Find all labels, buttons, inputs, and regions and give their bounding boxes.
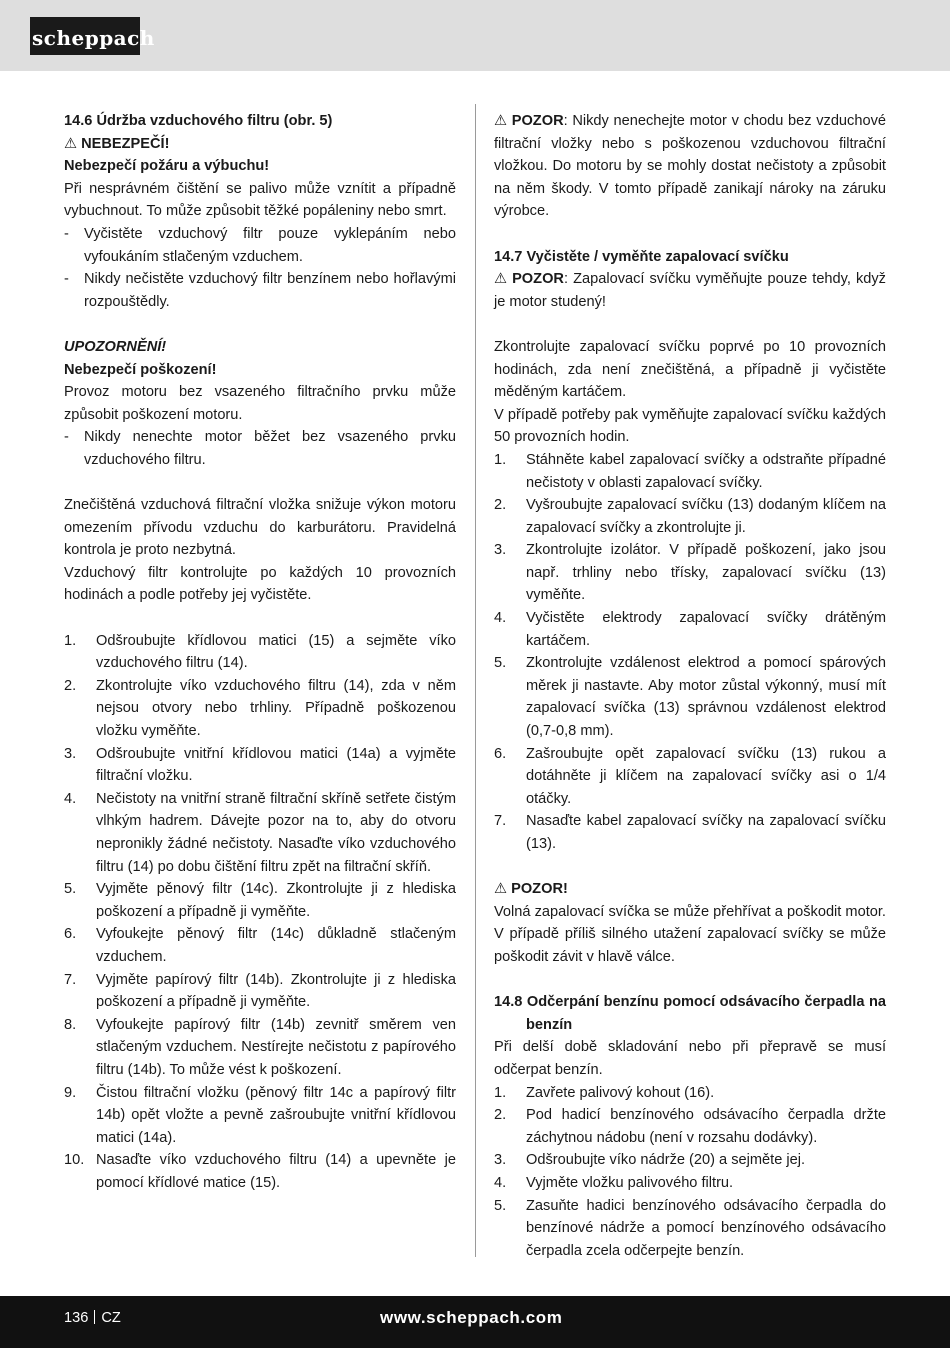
section-14-6-title: 14.6 Údržba vzduchového filtru (obr. 5) (64, 113, 333, 129)
pozor-heading: ⚠ POZOR! (494, 881, 568, 898)
list-item: 5. Zasuňte hadici benzínového odsávacího čerpadla do benzínové nádrže a pomocí benzínového odsávacího čerpadla zcela odčerpejte benzín. (494, 1197, 886, 1259)
column-divider (475, 104, 476, 1257)
scheppach-logo: scheppach (30, 17, 140, 55)
air-filter-steps (64, 630, 456, 1195)
list-item: 7. Vyjměte papírový filtr (14b). Zkontrolujte ji z hlediska poškození a případně ji vyměňte. (64, 971, 456, 1011)
list-item: - Nikdy nečistěte vzduchový filtr benzínem nebo hořlavými rozpouštědly. (64, 271, 456, 310)
list-item: 9. Čistou filtrační vložku (pěnový filtr 14c a papírový filtr 14b) opět vložte a pevně zašroubujte vnitřní křídlovou matici (14a). (64, 1084, 456, 1146)
warning-triangle-icon: ⚠ (64, 135, 78, 152)
section-14-7-title: 14.7 Vyčistěte / vyměňte zapalovací svíčku (494, 248, 789, 265)
list-item: 1. Odšroubujte křídlovou matici (15) a sejměte víko vzduchového filtru (14). (64, 632, 456, 672)
page-header (0, 0, 950, 71)
list-item: - Vyčistěte vzduchový filtr pouze vyklepáním nebo vyfoukáním stlačeným vzduchem. (64, 225, 456, 265)
list-item: 10. Nasaďte víko vzduchového filtru (14) a upevněte je pomocí křídlové matice (15). (64, 1152, 456, 1191)
section-14-8-title: 14.8 Odčerpání benzínu pomocí odsávacího čerpadla na benzín (494, 994, 886, 1033)
list-item: 4. Nečistoty na vnitřní straně filtrační skříně setřete čistým vlhkým hadrem. Dávejte pozor na to, aby do otvoru nepronikly žádné nečistoty. Nasaďte víko vzduchového filtru (14) po dobu čištění filtru zpět na filtrační skříň. (64, 790, 456, 875)
spark-paragraph-2: V případě potřeby pak vyměňujte zapalovací svíčku každých 50 provozních hodin. (494, 406, 886, 446)
page-number: 136 (64, 1310, 89, 1326)
danger-heading (64, 133, 456, 156)
page-number-label (64, 1310, 121, 1326)
list-item: 3. Odšroubujte víko nádrže (20) a sejměte jej. (494, 1152, 806, 1169)
website-url: www.scheppach.com (380, 1308, 563, 1327)
warning-triangle-icon: ⚠ (494, 113, 508, 129)
fuel-steps (494, 1082, 886, 1263)
list-item: 6. Vyfoukejte pěnový filtr (14c) důkladně stlačeným vzduchem. (64, 926, 456, 965)
list-item: 8. Vyfoukejte papírový filtr (14b) zevnitř směrem ven stlačeným vzduchem. Nestírejte nečistotu z papírového filtru (14b). To může vést k poškození. (64, 1016, 456, 1078)
warning-triangle-icon: ⚠ (494, 271, 509, 288)
right-column (494, 110, 886, 1262)
list-item: 4. Vyčistěte elektrody zapalovací svíčky drátěným kartáčem. (494, 610, 886, 649)
list-item: 3. Zkontrolujte izolátor. V případě poškození, jako jsou např. trhliny nebo třísky, zapalovací svíčku (13) vyměňte. (494, 542, 886, 604)
damage-text: Provoz motoru bez vsazeného filtračního prvku může způsobit poškození motoru. (64, 384, 456, 423)
list-item: 7. Nasaďte kabel zapalovací svíčky na zapalovací svíčku (13). (494, 813, 886, 852)
list-item: 2. Zkontrolujte víko vzduchového filtru (14), zda v něm nejsou otvory nebo trhliny. Případně poškozenou vložku vyměňte. (64, 677, 456, 740)
list-item: 2. Vyšroubujte zapalovací svíčku (13) dodaným klíčem na zapalovací svíčky a zkontrolujte ji. (494, 497, 886, 536)
list-item: 5. Vyjměte pěnový filtr (14c). Zkontrolujte ji z hlediska poškození a případně ji vyměňte. (64, 881, 456, 920)
list-item: 4. Vyjměte vložku palivového filtru. (494, 1174, 734, 1191)
pozor-loose-plug-text: Volná zapalovací svíčka se může přehřívat a poškodit motor. V případě příliš silného utažení zapalovací svíčky se může poškodit závit v hlavě válce. (494, 903, 886, 965)
list-item: 6. Zašroubujte opět zapalovací svíčku (13) rukou a dotáhněte ji klíčem na zapalovací svíčky asi o 1/4 otáčky. (494, 745, 886, 807)
list-item: 3. Odšroubujte vnitřní křídlovou matici (14a) a vyjměte filtrační vložku. (64, 745, 456, 785)
damage-heading: Nebezpečí poškození! (64, 361, 217, 378)
fire-text: Při nesprávném čištění se palivo může vznítit a případně vybuchnout. To může způsobit těžké popáleniny nebo smrt. (64, 180, 456, 220)
danger-label: NEBEZPEČÍ! (81, 135, 170, 152)
left-column (64, 110, 456, 1195)
list-item: 5. Zkontrolujte vzdálenost elektrod a pomocí spárových měrek ji nastavte. Aby motor zůstal výkonný, musí mít zapalovací svíčka (13) správnou vzdálenost elektrod (0,7-0,8 mm). (494, 655, 886, 740)
spark-plug-steps (494, 449, 886, 856)
page-footer (0, 1296, 950, 1348)
notice-label: UPOZORNĚNÍ! (64, 338, 167, 355)
footer-separator (94, 1310, 95, 1324)
fuel-intro-text: Při delší době skladování nebo při přepravě se musí odčerpat benzín. (494, 1039, 886, 1078)
list-item: 2. Pod hadicí benzínového odsávacího čerpadla držte záchytnou nádobu (není v rozsahu dodávky). (494, 1107, 886, 1146)
pozor-air-filter: ⚠ POZOR: Nikdy nenechejte motor v chodu bez vzduchové filtrační vložky nebo s poškozenou vzduchovou filtrační vložkou. Do motoru by se mohly dostat nečistoty a způsobit na něm škody. V tomto případě zanikají nároky na záruku výrobce. (494, 113, 886, 220)
filter-paragraph-2: Vzduchový filtr kontrolujte po každých 10 provozních hodinách a podle potřeby jej vyčistěte. (64, 564, 456, 604)
damage-bullet-list (64, 426, 456, 471)
list-item: 1. Zavřete palivový kohout (16). (494, 1084, 715, 1101)
warning-triangle-icon: ⚠ (494, 881, 508, 898)
list-item: 1. Stáhněte kabel zapalovací svíčky a odstraňte případné nečistoty v oblasti zapalovací svíčky. (494, 451, 886, 491)
language-code: CZ (101, 1310, 121, 1326)
fire-heading: Nebezpečí požáru a výbuchu! (64, 158, 270, 175)
filter-paragraph-1: Znečištěná vzduchová filtrační vložka snižuje výkon motoru omezením přívodu vzduchu do karburátoru. Pravidelná kontrola je proto nezbytná. (64, 497, 456, 559)
pozor-spark-plug: ⚠ POZOR: Zapalovací svíčku vyměňujte pouze tehdy, když je motor studený! (494, 271, 886, 310)
spark-paragraph-1: Zkontrolujte zapalovací svíčku poprvé po 10 provozních hodinách, zda není znečištěná, a případně ji vyčistěte měděným kartáčem. (494, 338, 886, 401)
fire-bullet-list (64, 223, 456, 313)
list-item: - Nikdy nenechte motor běžet bez vsazeného prvku vzduchového filtru. (64, 429, 456, 468)
